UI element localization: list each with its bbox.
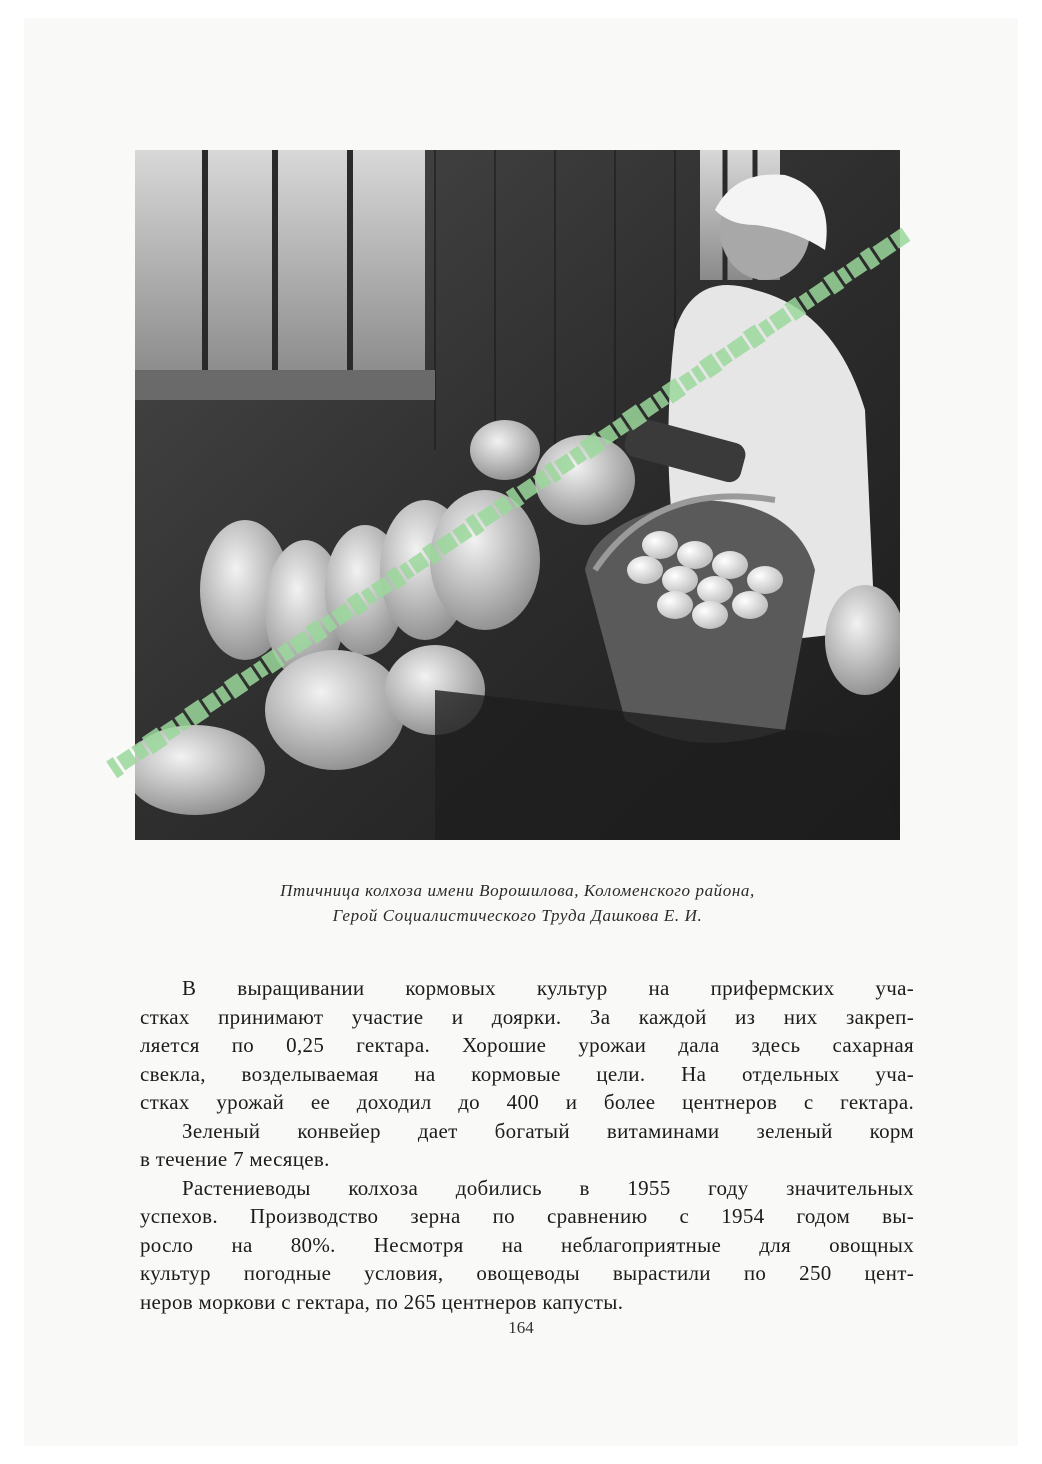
paragraph-2 xyxy=(140,1117,914,1174)
text-line: неров моркови с гектара, по 265 центнеров капусты. xyxy=(140,1289,624,1314)
text-line: в течение 7 месяцев. xyxy=(140,1147,330,1171)
text-line: Растениеводы колхоза добились в 1955 году значительных xyxy=(182,1175,914,1200)
photo-caption xyxy=(135,878,900,928)
caption-line-1: Птичница колхоза имени Ворошилова, Коломенского района, xyxy=(280,881,755,900)
caption-line-2: Герой Социалистического Труда Дашкова Е. И. xyxy=(332,906,703,925)
window-left xyxy=(135,150,435,400)
text-line: успехов. Производство зерна по сравнению с 1954 годом вы- xyxy=(140,1204,914,1228)
text-line: В выращивании кормовых культур на прифермских уча- xyxy=(182,976,914,1000)
paragraph-1 xyxy=(140,974,914,1117)
body-text xyxy=(140,974,914,1316)
text-line: культур погодные условия, овощеводы вырастили по 250 цент- xyxy=(140,1261,914,1285)
text-line: Зеленый конвейер дает богатый витаминами зеленый корм xyxy=(182,1118,914,1143)
paragraph-3 xyxy=(140,1174,914,1317)
text-line: свекла, возделываемая на кормовые цели. На отдельных уча- xyxy=(140,1061,914,1086)
text-line: стках принимают участие и доярки. За каждой из них закреп- xyxy=(140,1004,914,1029)
text-line: росло на 80%. Несмотря на неблагоприятные для овощных xyxy=(140,1232,914,1257)
page-number: 164 xyxy=(508,1318,534,1337)
text-line: стках урожай ее доходил до 400 и более центнеров с гектара. xyxy=(140,1090,914,1114)
photograph xyxy=(135,150,900,840)
text-line: ляется по 0,25 гектара. Хорошие урожаи дала здесь сахарная xyxy=(140,1033,914,1057)
